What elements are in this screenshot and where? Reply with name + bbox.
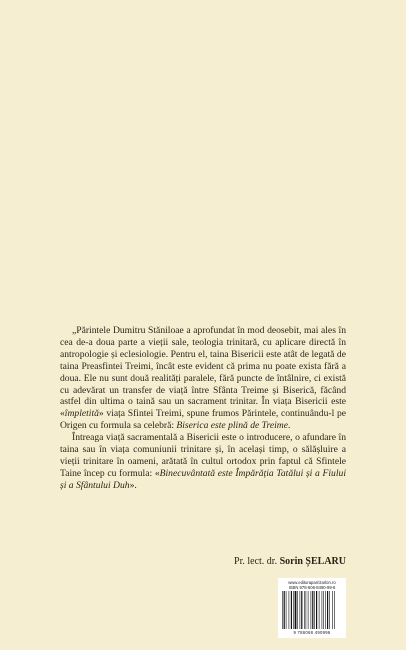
barcode-digits: 9 786068 490996 bbox=[293, 630, 331, 635]
isbn-barcode-box bbox=[278, 578, 346, 638]
blurb-text bbox=[60, 325, 346, 492]
isbn-label: ISBN 978-606-8490-99-6 bbox=[288, 585, 336, 590]
signature-title: Pr. lect. dr. bbox=[234, 556, 278, 567]
emphasis-liturgical-formula: Binecuvântată este Împărăția Tatălui și a Fiului și a Sfântului Duh bbox=[60, 467, 346, 491]
emphasis-origen-formula: Biserica este plină de Treime bbox=[176, 420, 288, 432]
barcode-bars bbox=[282, 591, 342, 629]
publisher-website: www.edituraparrizarlon.ro bbox=[288, 580, 336, 585]
blurb-paragraph-2: Întreaga viață sacramentală a Bisericii este o introducere, o afundare în taina sau în viața comuniunii trinitare și, în același timp, o sălășluire a vieții trinitare în oameni, arătată în cultul ortodox prin faptul că Sfintele Taine încep cu formula: «Binecuvântată este Împărăția Tatălui și a Fiului și a Sfântului Duh». bbox=[60, 432, 346, 491]
author-signature bbox=[60, 556, 346, 568]
blurb-paragraph-1: „Părintele Dumitru Stăniloae a aprofundat în mod deosebit, mai ales în cea de-a doua parte a vieții sale, teologia trinitară, cu aplicare directă în antropologie și eclesiologie. Pentru el, taina Bisericii este atât de legată de taina Preasfintei Treimi, încât este evident că prima nu poate exista fără a doua. Ele nu sunt două realități paralele, fără puncte de întâlnire, ci există cu adevărat un transfer de viață între Sfânta Treime și Biserică, făcând astfel din ultima o taină sau un sacrament trinitar. În viața Bisericii este «împletită» viața Sfintei Treimi, spune frumos Părintele, continuându-l pe Origen cu formula sa celebră: Biserica este plină de Treime. bbox=[60, 325, 346, 432]
emphasis-impletita: împletită bbox=[64, 408, 99, 420]
signature-name: Sorin ȘELARU bbox=[279, 556, 346, 567]
